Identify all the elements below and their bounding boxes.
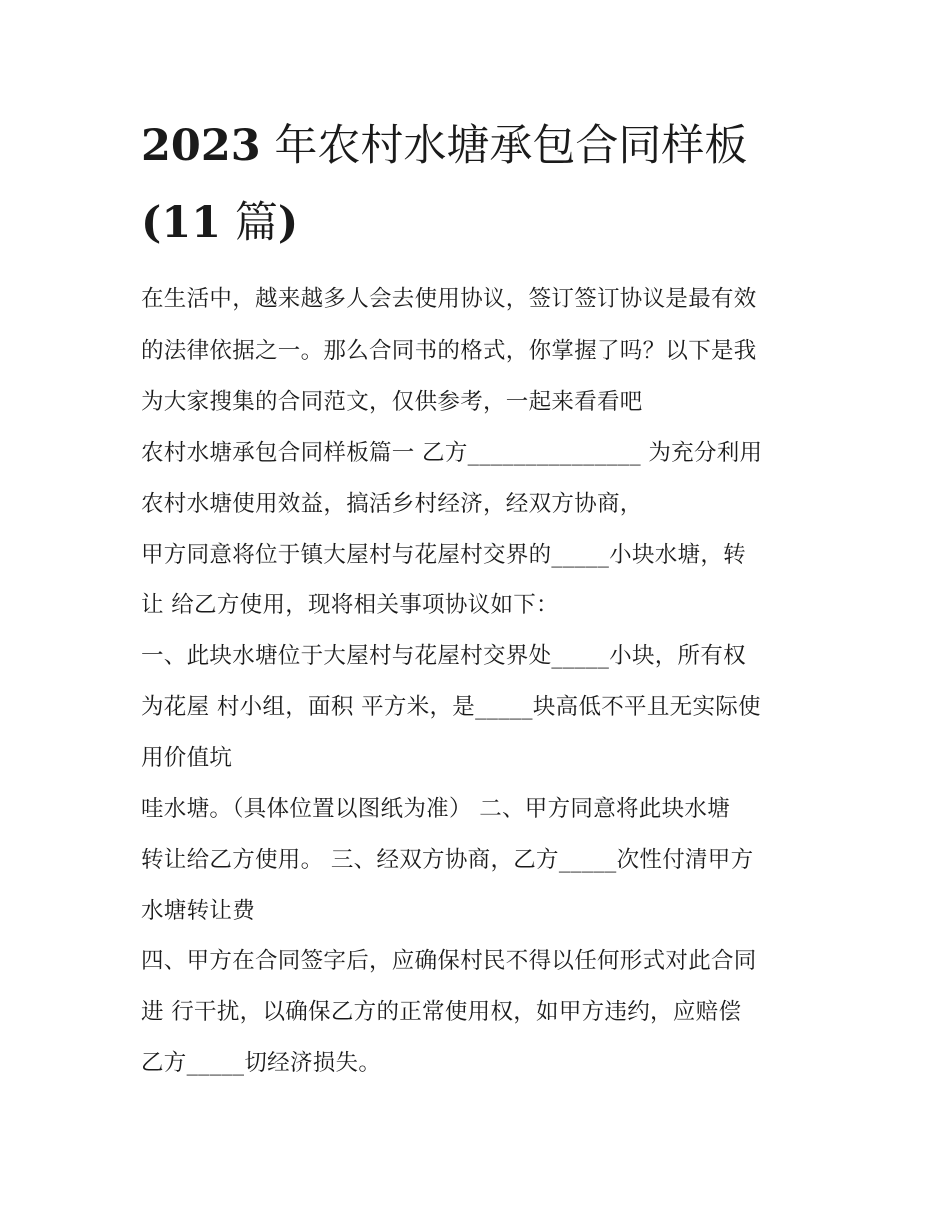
body-line: 四、甲方在合同签字后，应确保村民不得以任何形式对此合同 bbox=[141, 948, 757, 974]
body-line: 哇水塘。（具体位置以图纸为准） 二、甲方同意将此块水塘 bbox=[141, 796, 731, 822]
body-line: 在生活中，越来越多人会去使用协议，签订签订协议是最有效 bbox=[141, 286, 757, 312]
title-count: 11 bbox=[161, 198, 222, 248]
body-line: 用价值坑 bbox=[141, 745, 233, 771]
title-count-unit: 篇 bbox=[221, 198, 278, 248]
body-line: 的法律依据之一。那么合同书的格式，你掌握了吗？以下是我 bbox=[141, 338, 757, 364]
title-line-2 bbox=[141, 185, 831, 262]
title-year: 2023 bbox=[141, 121, 261, 171]
body-line: 水塘转让费 bbox=[141, 898, 256, 924]
title-text: 年农村水塘承包合同样板 bbox=[260, 121, 748, 171]
body-line: 为大家搜集的合同范文，仅供参考，一起来看看吧 bbox=[141, 389, 643, 415]
body-line: 一、此块水塘位于大屋村与花屋村交界处_____小块，所有权 bbox=[141, 643, 746, 669]
body-line: 农村水塘承包合同样板篇一 乙方_______________ 为充分利用 bbox=[141, 440, 763, 466]
title-paren-close: ) bbox=[277, 198, 299, 248]
body-line: 让 给乙方使用，现将相关事项协议如下： bbox=[141, 592, 559, 618]
body-line: 为花屋 村小组，面积 平方米，是_____块高低不平且无实际使 bbox=[141, 694, 761, 720]
body-line: 农村水塘使用效益，搞活乡村经济，经双方协商， bbox=[141, 491, 643, 517]
body-line: 进 行干扰，以确保乙方的正常使用权，如甲方违约，应赔偿 bbox=[141, 999, 742, 1025]
body-line: 甲方同意将位于镇大屋村与花屋村交界的_____小块水塘，转 bbox=[141, 542, 746, 568]
body-line: 乙方_____切经济损失。 bbox=[141, 1050, 382, 1076]
body-line: 转让给乙方使用。 三、经双方协商，乙方_____次性付清甲方 bbox=[141, 847, 754, 873]
title-paren-open: ( bbox=[141, 198, 162, 248]
document-title bbox=[141, 108, 831, 262]
title-line-1 bbox=[141, 108, 831, 185]
